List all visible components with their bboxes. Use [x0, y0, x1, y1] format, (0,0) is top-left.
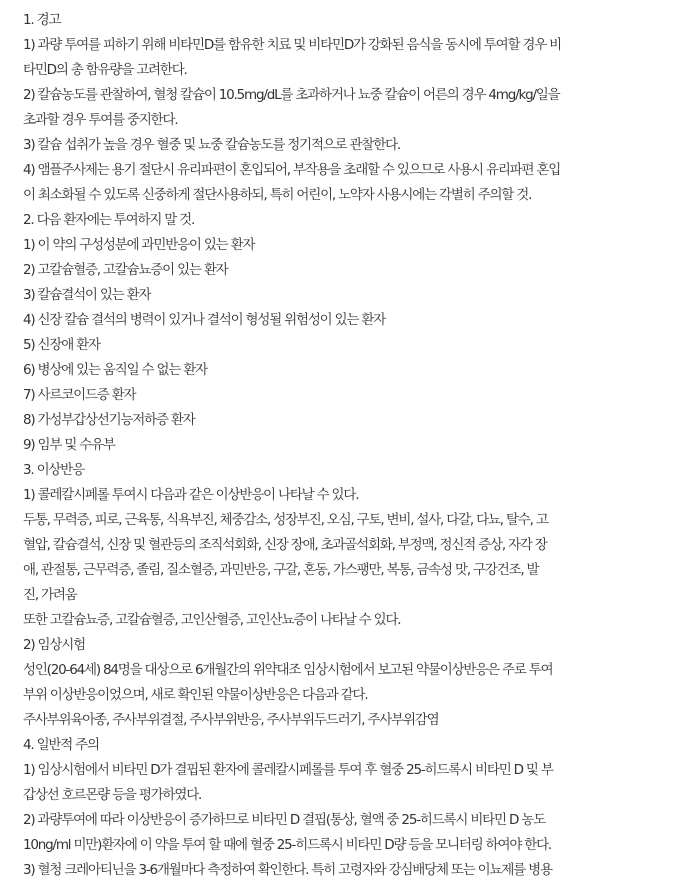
section-heading-warning: 1. 경고	[23, 12, 61, 28]
text-line: 1) 콜레칼시페롤 투여시 다음과 같은 이상반응이 나타날 수 있다.	[23, 487, 359, 503]
text-line: 1) 이 약의 구성성분에 과민반응이 있는 환자	[23, 237, 255, 253]
text-line: 두통, 무력증, 피로, 근육통, 식욕부진, 체중감소, 성장부진, 오심, 구토, 변비, 설사, 다갈, 다뇨, 탈수, 고	[23, 512, 548, 528]
text-line: 타민D의 총 함유량을 고려한다.	[23, 62, 187, 78]
text-line: 성인(20-64세) 84명을 대상으로 6개월간의 위약대조 임상시험에서 보고된 약물이상반응은 주로 투여	[23, 662, 553, 678]
text-line: 1) 과량 투여를 피하기 위해 비타민D를 함유한 치료 및 비타민D가 강화된 음식을 동시에 투여할 경우 비	[23, 37, 562, 53]
text-line: 6) 병상에 있는 움직일 수 없는 환자	[23, 362, 207, 378]
text-line: 진, 가려움	[23, 587, 77, 603]
text-line: 2) 칼슘농도를 관찰하여, 혈청 칼슘이 10.5mg/dL를 초과하거나 뇨중 칼슘이 어른의 경우 4mg/kg/일을	[23, 87, 560, 103]
text-line: 초과할 경우 투여를 중지한다.	[23, 112, 178, 128]
text-line: 5) 신장애 환자	[23, 337, 100, 353]
text-line: 2) 고칼슘혈증, 고칼슘뇨증이 있는 환자	[23, 262, 228, 278]
section-heading-general-precautions: 4. 일반적 주의	[23, 737, 99, 753]
text-line: 8) 가성부갑상선기능저하증 환자	[23, 412, 195, 428]
text-line: 갑상선 호르몬량 등을 평가하였다.	[23, 787, 202, 803]
text-line: 3) 칼슘 섭취가 높을 경우 혈중 및 뇨중 칼슘농도를 정기적으로 관찰한다.	[23, 137, 401, 153]
text-line: 2) 과량투여에 따라 이상반응이 증가하므로 비타민 D 결핍(통상, 혈액 중 25-히드록시 비타민 D 농도	[23, 812, 545, 828]
text-line: 9) 임부 및 수유부	[23, 437, 115, 453]
section-heading-adverse-reactions: 3. 이상반응	[23, 462, 84, 478]
text-line: 주사부위육아종, 주사부위결절, 주사부위반응, 주사부위두드러기, 주사부위감염	[23, 712, 439, 728]
text-line: 또한 고칼슘뇨증, 고칼슘혈증, 고인산혈증, 고인산뇨증이 나타날 수 있다.	[23, 612, 401, 628]
text-line: 4) 신장 칼슘 결석의 병력이 있거나 결석이 형성될 위험성이 있는 환자	[23, 312, 386, 328]
text-line: 2) 임상시험	[23, 637, 85, 653]
text-line: 이 최소화될 수 있도록 신중하게 절단사용하되, 특히 어린이, 노약자 사용시에는 각별히 주의할 것.	[23, 187, 532, 203]
section-heading-contraindications: 2. 다음 환자에는 투여하지 말 것.	[23, 212, 195, 228]
text-line: 애, 관절통, 근무력증, 졸림, 질소혈증, 과민반응, 구갈, 혼동, 가스팽만, 복통, 금속성 맛, 구강건조, 발	[23, 562, 539, 578]
text-line: 혈압, 칼슘결석, 신장 및 혈관등의 조직석회화, 신장 장애, 초과골석회화, 부정맥, 정신적 증상, 자각 장	[23, 537, 547, 553]
text-line: 3) 혈청 크레아티닌을 3-6개월마다 측정하여 확인한다. 특히 고령자와 강심배당체 또는 이뇨제를 병용	[23, 862, 552, 878]
text-line: 10ng/ml 미만)환자에 이 약을 투여 할 때에 혈중 25-히드록시 비타민 D량 등을 모니터링 하여야 한다.	[23, 837, 552, 853]
text-line: 4) 앰플주사제는 용기 절단시 유리파편이 혼입되어, 부작용을 초래할 수 있으므로 사용시 유리파편 혼입	[23, 162, 561, 178]
text-line: 3) 칼슘결석이 있는 환자	[23, 287, 151, 303]
text-line: 7) 사르코이드증 환자	[23, 387, 136, 403]
text-line: 부위 이상반응이었으며, 새로 확인된 약물이상반응은 다음과 같다.	[23, 687, 368, 703]
text-line: 1) 임상시험에서 비타민 D가 결핍된 환자에 콜레칼시페롤를 투여 후 혈중 25-히드록시 비타민 D 및 부	[23, 762, 553, 778]
